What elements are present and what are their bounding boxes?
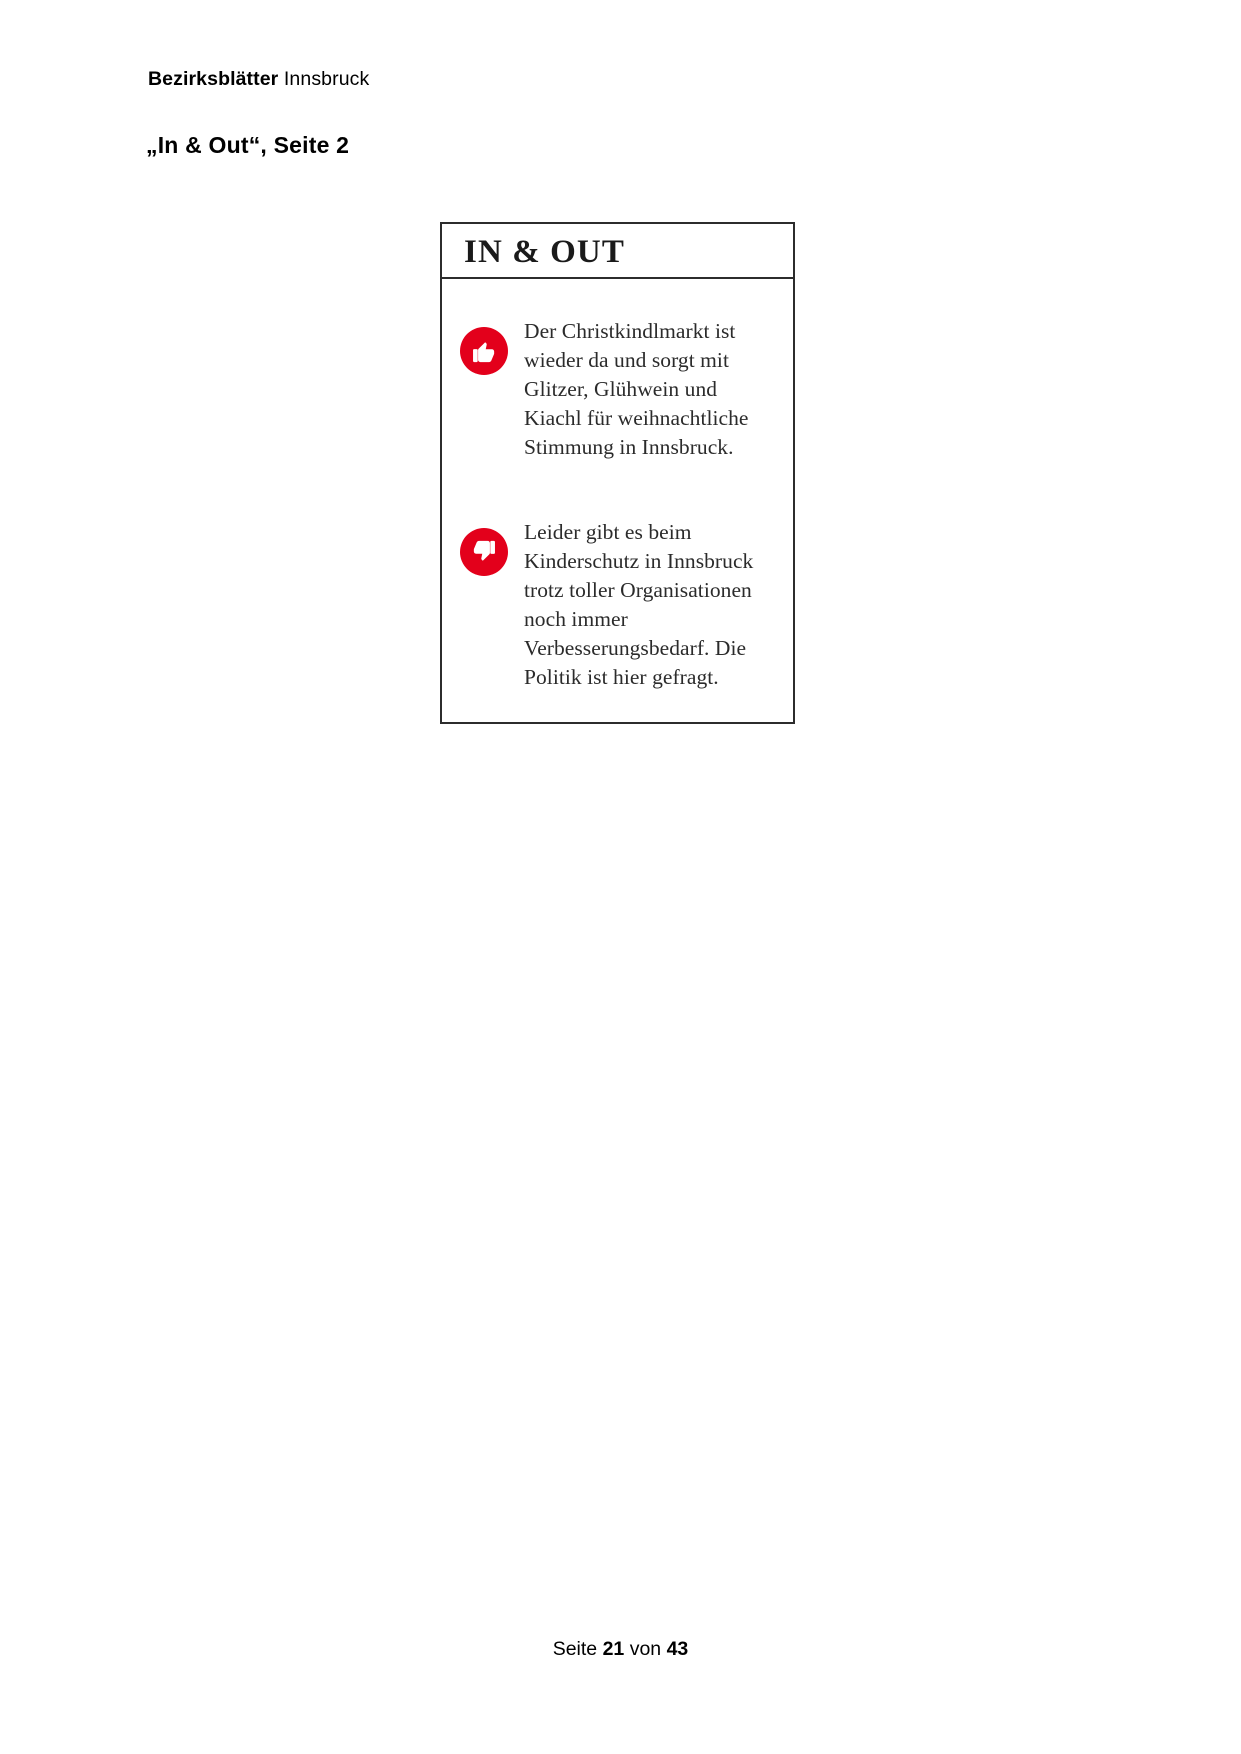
clipping-entry-out-text: Leider gibt es beim Kinderschutz in Innsbruck trotz toller Organisationen noch immer Verbesserungsbedarf. Die Politik ist hier gefragt. [524,520,754,689]
footer-prefix: Seite [552,1638,598,1660]
footer-current-page: 21 [602,1638,625,1660]
clipping-entry-in-text: Der Christkindlmarkt ist wieder da und sorgt mit Glitzer, Glühwein und Kiachl für weihnachtliche Stimmung in Innsbruck. [524,319,749,459]
page-title: „In & Out“, Seite 2 [146,132,350,158]
publication-brand: Bezirksblätter [148,68,279,90]
clipping-divider [442,277,793,279]
clipping-entry-out [442,518,793,692]
clipping-title: IN & OUT [464,234,625,270]
footer-middle: von [629,1638,662,1660]
footer-total-pages: 43 [666,1638,689,1660]
clipping-entry-in [442,317,793,462]
thumbs-down-icon [460,528,508,576]
newspaper-clipping [440,222,795,724]
publication-edition: Innsbruck [283,68,370,90]
page-footer [0,1638,1241,1661]
document-header [148,68,369,91]
thumbs-up-icon [460,327,508,375]
